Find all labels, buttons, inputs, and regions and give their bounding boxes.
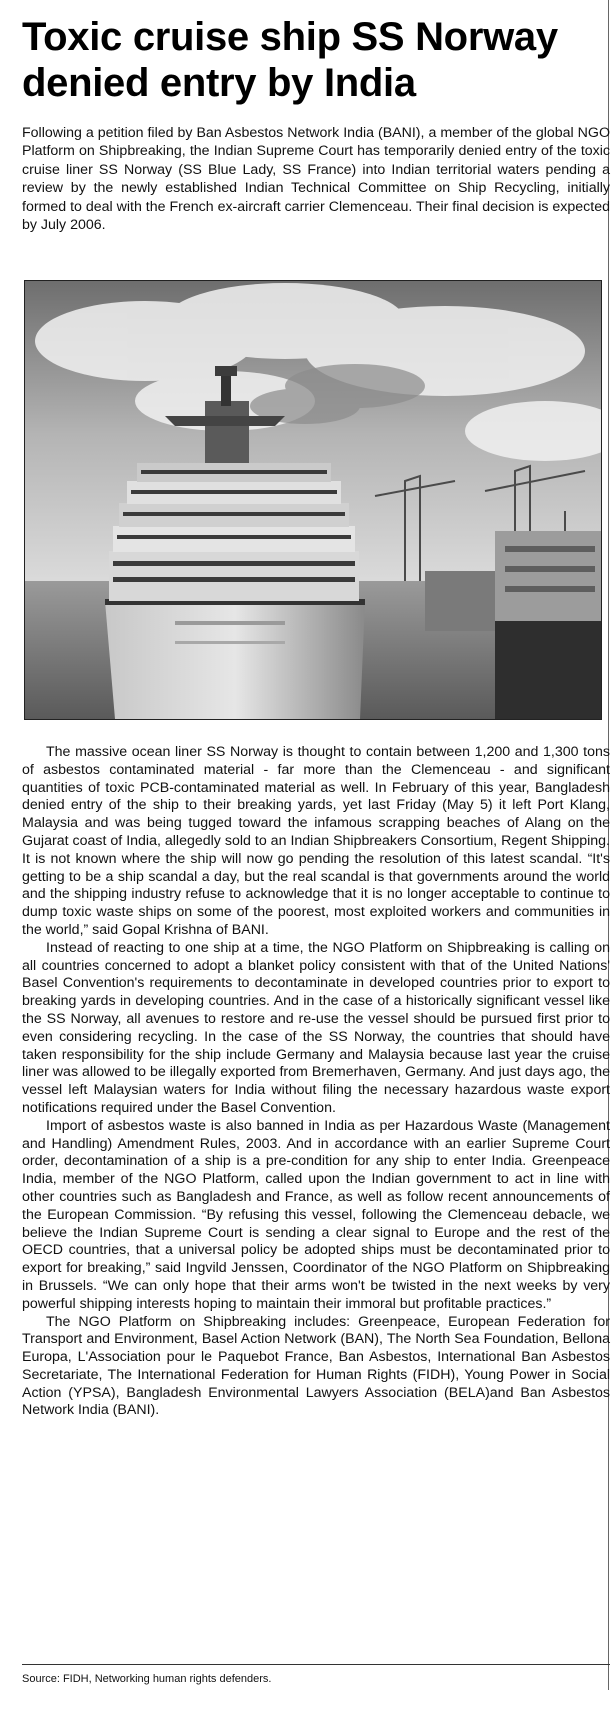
article-body [22, 744, 610, 1420]
body-paragraph: The massive ocean liner SS Norway is thought to contain between 1,200 and 1,300 tons of asbestos contaminated material - far more than the Clemenceau - and significant quantities of toxic PCB-contaminated material as well. In February of this year, Bangladesh denied entry of the ship to their breaking yards, yet last Friday (May 5) it left Port Klang, Malaysia and was being tugged toward the infamous scrapping beaches of Alang on the Gujarat coast of India, allegedly sold to an Indian Shipbreakers Consortium, Regent Shipping. It is not known where the ship will now go pending the resolution of this latest scandal. “It's getting to be a ship scandal a day, but the real scandal is that governments around the world and the shipping industry refuse to acknowledge that it is no longer acceptable to continue to dump toxic waste ships on some of the poorest, most exploited workers and communities in the world,” said Gopal Krishna of BANI. [22, 744, 610, 938]
body-paragraph: Instead of reacting to one ship at a time, the NGO Platform on Shipbreaking is calling on all countries concerned to adopt a blanket policy consistent with that of the United Nations' Basel Convention's requirements to decontaminate in developed countries prior to export to breaking yards in developing countries. And in the case of a historically significant vessel like the SS Norway, all avenues to restore and re-use the vessel should be pursued first prior to even considering recycling. In the case of the SS Norway, the countries that should have taken responsibility for the ship include Germany and Malaysia because last year the cruise liner was allowed to be illegally exported from Bremerhaven, Germany. And just days ago, the vessel left Malaysian waters for India without filing the necessary hazardous waste export notifications required under the Basel Convention. [22, 939, 610, 1116]
ship-photo [24, 280, 602, 720]
body-paragraph: The NGO Platform on Shipbreaking includes: Greenpeace, European Federation for Transport and Environment, Basel Action Network (BAN), The North Sea Foundation, Bellona Europa, L'Association pour le Paquebot France, Ban Asbestos, International Ban Asbestos Secretariate, The International Federation for Human Rights (FIDH), Young Power in Social Action (YPSA), Bangladesh Environmental Lawyers Association (BELA)and Ban Asbestos Network India (BANI). [22, 1313, 610, 1419]
headline: Toxic cruise ship SS Norway denied entry by India [22, 15, 558, 105]
lede-paragraph: Following a petition filed by Ban Asbestos Network India (BANI), a member of the global NGO Platform on Shipbreaking, the Indian Supreme Court has temporarily denied entry of the toxic cruise liner SS Norway (SS Blue Lady, SS France) into Indian territorial waters pending a review by the newly established Indian Technical Committee on Ship Recycling, initially formed to deal with the French ex-aircraft carrier Clemenceau. Their final decision is expected by July 2006. [22, 125, 610, 234]
source-divider [22, 1664, 610, 1665]
source-credit: Source: FIDH, Networking human rights defenders. [22, 1673, 272, 1685]
body-paragraph: Import of asbestos waste is also banned in India as per Hazardous Waste (Management and Handling) Amendment Rules, 2003. And in accordance with an earlier Supreme Court order, decontamination of a ship is a pre-condition for any ship to enter India. Greenpeace India, member of the NGO Platform, called upon the Indian government to act in line with other countries such as Bangladesh and France, as well as follow recent announcements of the European Commission. “By refusing this vessel, following the Clemenceau debacle, we believe the Indian Supreme Court is sending a clear signal to Europe and the rest of the OECD countries, that a universal policy be adopted ships must be decontaminated prior to export for breaking,” said Ingvild Jenssen, Coordinator of the NGO Platform on Shipbreaking in Brussels. “We can only hope that their arms won't be twisted in the next weeks by very powerful shipping interests hoping to maintain their immoral but profitable practices.” [22, 1117, 610, 1312]
